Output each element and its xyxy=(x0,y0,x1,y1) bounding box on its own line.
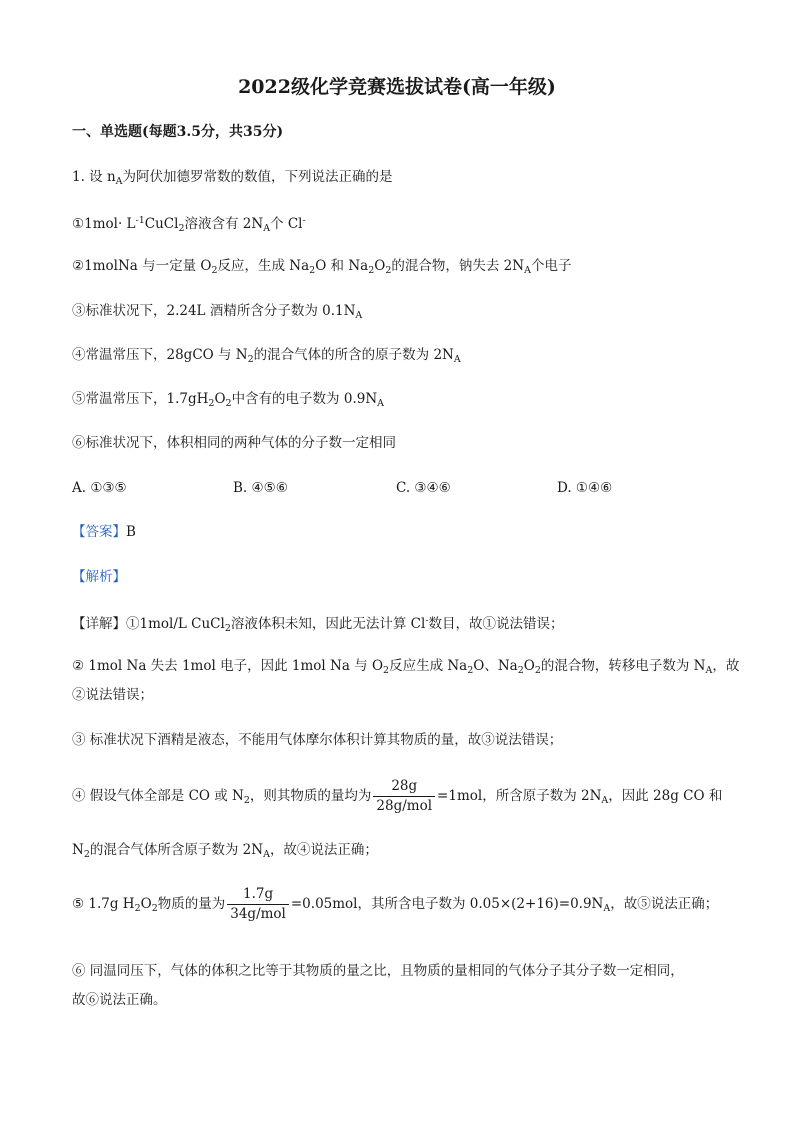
s5-sub-2: 2 xyxy=(225,398,232,409)
fraction-denominator: 28g/mol xyxy=(376,798,433,814)
e2-text-a: ② 1mol Na 失去 1mol 电子，因此 1mol Na 与 O xyxy=(72,658,384,674)
e4-text-d: ，因此 28g CO 和 xyxy=(608,788,723,804)
s2-sub-2: 2 xyxy=(309,265,316,276)
section-heading: 一、单选题(每题3.5分，共35分) xyxy=(72,124,284,140)
e1-text-c: 数目，故①说法错误； xyxy=(428,616,564,632)
e4-sub-3: 2 xyxy=(83,849,90,860)
s2-sub-1: 2 xyxy=(211,265,218,276)
e1-sub-1: 2 xyxy=(224,623,231,634)
e4-text-e: N xyxy=(72,842,84,858)
e2-sub-2: 2 xyxy=(467,665,474,676)
e4-text-a: ④ 假设气体全部是 CO 或 N xyxy=(72,788,244,804)
e2-text-c: O、Na xyxy=(473,658,518,674)
analysis-label: 【解析】 xyxy=(72,569,126,585)
s4-text-a: ④常温常压下，28gCO 与 N xyxy=(72,347,248,363)
s1-sub-2: A xyxy=(263,223,271,234)
e2-sub-5: A xyxy=(705,665,713,676)
e5-text-e: ，故⑤说法正确； xyxy=(610,896,719,912)
e1-text-a: ①1mol/L CuCl xyxy=(126,616,225,632)
s1-text-b: CuCl xyxy=(144,216,179,232)
statement-6: ⑥标准状况下，体积相同的两种气体的分子数一定相同 xyxy=(72,435,396,451)
e2-text-d: O xyxy=(523,658,535,674)
s2-text-a: ②1molNa 与一定量 O xyxy=(72,258,212,274)
explanation-2-cont: ②说法错误； xyxy=(72,687,153,703)
s3-text-a: ③标准状况下，2.24L 酒精所含分子数为 0.1N xyxy=(72,303,356,319)
e2-text-e: 的混合物，转移电子数为 N xyxy=(540,658,706,674)
answer-label: 【答案】 xyxy=(72,524,126,540)
explanation-3: ③ 标准状况下酒精是液态，不能用气体摩尔体积计算其物质的量，故③说法错误； xyxy=(72,732,563,748)
stem-text: 1. 设 n xyxy=(72,169,116,185)
e2-text-f: ，故 xyxy=(712,658,740,674)
s2-text-b: 反应，生成 Na xyxy=(217,258,310,274)
e4-sub-2: A xyxy=(601,795,609,806)
s1-text-c: 溶液含有 2N xyxy=(184,216,264,232)
s1-text-d: 个 Cl xyxy=(270,216,303,232)
fraction-1-7g xyxy=(227,886,289,923)
question-stem xyxy=(72,167,393,192)
e4-sub-1: 2 xyxy=(243,795,250,806)
e5-sub-3: A xyxy=(603,903,611,914)
explanation-6: ⑥ 同温同压下，气体的体积之比等于其物质的量之比，且物质的量相同的气体分子其分子数一定相同， xyxy=(72,963,684,979)
e4-text-g: ，故④说法正确； xyxy=(269,842,378,858)
page-title: 2022级化学竞赛选拔试卷(高一年级) xyxy=(238,76,556,98)
e4-text-c: =1mol，所含原子数为 2N xyxy=(437,788,602,804)
e1-sup-1: - xyxy=(425,615,429,626)
option-b: B. ④⑤⑥ xyxy=(233,480,288,496)
e2-text-b: 反应生成 Na xyxy=(389,658,468,674)
explanation-2 xyxy=(72,656,739,681)
e4-sub-4: A xyxy=(263,849,270,860)
s5-sub-1: 2 xyxy=(208,398,215,409)
statement-5 xyxy=(72,389,384,414)
s1-sup-2: - xyxy=(302,215,306,226)
e1-text-b: 溶液体积未知，因此无法计算 Cl xyxy=(230,616,426,632)
s2-text-f: 个电子 xyxy=(530,258,572,274)
s5-sub-3: A xyxy=(377,398,385,409)
s4-text-b: 的混合气体的所含的原子数为 2N xyxy=(253,347,454,363)
s5-text-c: 中含有的电子数为 0.9N xyxy=(231,391,378,407)
e5-text-a: ⑤ 1.7g H xyxy=(72,896,135,912)
e5-text-c: 物质的量为 xyxy=(157,896,226,912)
option-c: C. ③④⑥ xyxy=(396,480,451,496)
s2-sub-4: 2 xyxy=(385,265,392,276)
explanation-5 xyxy=(72,884,718,929)
s2-sub-3: 2 xyxy=(368,265,375,276)
fraction-denominator: 34g/mol xyxy=(230,906,286,922)
e5-sub-1: 2 xyxy=(134,903,141,914)
answer-value: B xyxy=(126,524,136,540)
s2-text-d: O xyxy=(374,258,386,274)
explanation-4-cont xyxy=(72,840,378,865)
e2-sub-1: 2 xyxy=(383,665,390,676)
explanation-6-cont: 故⑥说法正确。 xyxy=(72,992,167,1008)
stem-subscript: A xyxy=(115,176,123,187)
s2-text-e: 的混合物，钠失去 2N xyxy=(391,258,525,274)
s1-text-a: ①1mol· L xyxy=(72,216,136,232)
s1-sub-1: 2 xyxy=(178,223,185,234)
fraction-numerator: 28g xyxy=(373,778,435,797)
option-d: D. ①④⑥ xyxy=(557,480,613,496)
option-a: A. ①③⑤ xyxy=(72,480,127,496)
e2-sub-3: 2 xyxy=(517,665,524,676)
statement-4 xyxy=(72,345,461,370)
statement-2 xyxy=(72,256,571,281)
e5-text-b: O xyxy=(140,896,152,912)
explanation-1 xyxy=(72,611,564,639)
s5-text-b: O xyxy=(214,391,226,407)
detail-label: 【详解】 xyxy=(72,616,126,632)
s2-text-c: O 和 Na xyxy=(315,258,369,274)
s4-sub-2: A xyxy=(453,354,461,365)
fraction-28g xyxy=(373,778,435,815)
e2-sub-4: 2 xyxy=(534,665,541,676)
s4-sub-1: 2 xyxy=(247,354,254,365)
statement-1 xyxy=(72,211,306,239)
e5-sub-2: 2 xyxy=(151,903,158,914)
explanation-4 xyxy=(72,776,722,821)
stem-text-2: 为阿伏加德罗常数的数值，下列说法正确的是 xyxy=(122,169,393,185)
statement-3 xyxy=(72,301,362,326)
s5-text-a: ⑤常温常压下，1.7gH xyxy=(72,391,209,407)
fraction-numerator: 1.7g xyxy=(227,886,289,905)
e4-text-b: ，则其物质的量均为 xyxy=(249,788,372,804)
s3-sub-1: A xyxy=(355,310,363,321)
s2-sub-5: A xyxy=(524,265,531,276)
e4-text-f: 的混合气体所含原子数为 2N xyxy=(89,842,264,858)
answer-line xyxy=(72,522,136,542)
s1-sup-1: -1 xyxy=(135,215,145,226)
e5-text-d: =0.05mol，其所含电子数为 0.05×(2+16)=0.9N xyxy=(290,896,604,912)
